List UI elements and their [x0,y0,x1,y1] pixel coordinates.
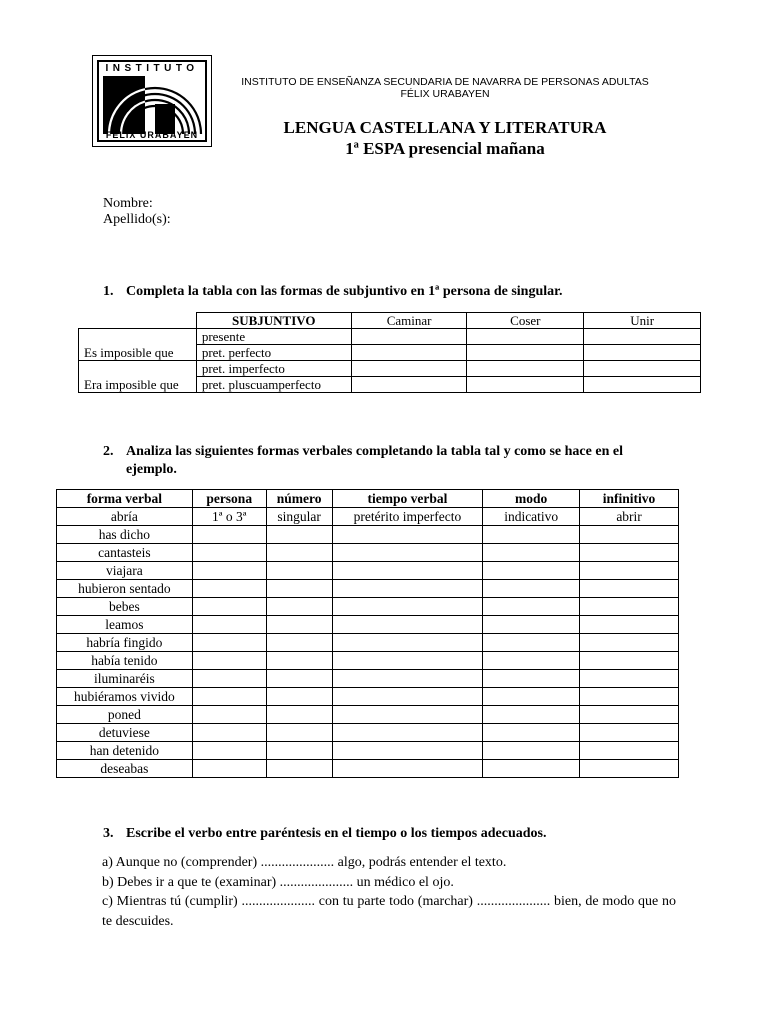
answer-cell[interactable] [332,706,483,724]
table-row [79,329,701,345]
tense-label: pret. pluscuamperfecto [196,377,351,393]
answer-cell[interactable] [580,526,679,544]
answer-cell[interactable] [580,724,679,742]
answer-cell[interactable] [192,742,266,760]
answer-cell[interactable] [266,562,332,580]
verb-form-cell: han detenido [57,742,193,760]
table-row [57,562,679,580]
answer-cell[interactable] [192,580,266,598]
table-row [57,760,679,778]
answer-cell[interactable] [483,724,580,742]
table-row [57,526,679,544]
answer-cell[interactable] [584,377,701,393]
table-row [57,580,679,598]
institute-name-line1: INSTITUTO DE ENSEÑANZA SECUNDARIA DE NAVARRA DE PERSONAS ADULTAS [241,76,649,88]
institute-name-line2: FÉLIX URABAYEN [400,88,490,100]
answer-cell[interactable] [483,526,580,544]
answer-cell[interactable] [332,598,483,616]
answer-cell[interactable] [467,345,584,361]
table-row [57,652,679,670]
answer-cell[interactable] [266,616,332,634]
answer-cell[interactable] [192,688,266,706]
answer-cell[interactable] [266,580,332,598]
answer-cell[interactable] [192,670,266,688]
answer-cell[interactable] [332,670,483,688]
answer-cell[interactable] [351,361,467,377]
answer-cell[interactable] [483,562,580,580]
example-cell: abrir [580,508,679,526]
verb-form-cell: detuviese [57,724,193,742]
question-1 [103,283,563,301]
example-cell: 1ª o 3ª [192,508,266,526]
page-subtitle: 1ª ESPA presencial mañana [345,139,545,158]
question-2-text-line1: Analiza las siguientes formas verbales completando la tabla tal y como se hace en el [126,444,623,459]
answer-cell[interactable] [483,742,580,760]
answer-cell[interactable] [332,724,483,742]
column-header: Caminar [351,313,467,329]
answer-cell[interactable] [580,598,679,616]
column-header: modo [483,490,580,508]
answer-cell[interactable] [192,616,266,634]
table-row [79,313,701,329]
page-title: LENGUA CASTELLANA Y LITERATURA [283,118,607,137]
answer-cell[interactable] [266,742,332,760]
answer-cell[interactable] [483,616,580,634]
question-3-number: 3. [103,826,114,841]
exercise-item-c: c) Mientras tú (cumplir) ..................... con tu parte todo (marchar) ..................... bien, de modo que no te descuides. [102,894,676,929]
answer-cell[interactable] [483,598,580,616]
answer-cell[interactable] [332,652,483,670]
answer-cell[interactable] [332,760,483,778]
logo-bottom-text: FÉLIX URABAYEN [105,130,199,140]
verb-form-cell: iluminaréis [57,670,193,688]
answer-cell[interactable] [580,580,679,598]
verb-form-cell: poned [57,706,193,724]
question-3-text: Escribe el verbo entre paréntesis en el tiempo o los tiempos adecuados. [126,826,547,841]
answer-cell[interactable] [483,544,580,562]
table-header-row [57,490,679,508]
verb-form-cell: bebes [57,598,193,616]
example-cell: pretérito imperfecto [332,508,483,526]
answer-cell[interactable] [266,724,332,742]
answer-cell[interactable] [584,329,701,345]
example-cell: singular [266,508,332,526]
table-row [57,616,679,634]
answer-cell[interactable] [580,706,679,724]
answer-cell[interactable] [192,526,266,544]
table-row [79,361,701,377]
answer-cell[interactable] [483,760,580,778]
answer-cell[interactable] [483,580,580,598]
answer-cell[interactable] [266,634,332,652]
column-header: Coser [467,313,584,329]
column-header: infinitivo [580,490,679,508]
answer-cell[interactable] [192,544,266,562]
answer-cell[interactable] [580,688,679,706]
verb-analysis-table [56,489,679,778]
verb-form-cell: hubieron sentado [57,580,193,598]
table-row [57,688,679,706]
institute-logo [92,55,212,147]
column-header: número [266,490,332,508]
answer-cell[interactable] [192,706,266,724]
question-1-text: Completa la tabla con las formas de subjuntivo en 1ª persona de singular. [126,284,563,299]
answer-cell[interactable] [266,652,332,670]
answer-cell[interactable] [351,329,467,345]
verb-form-cell: has dicho [57,526,193,544]
answer-cell[interactable] [266,706,332,724]
verb-form-cell: habría fingido [57,634,193,652]
answer-cell[interactable] [332,544,483,562]
surname-field-label: Apellido(s): [103,212,171,227]
answer-cell[interactable] [192,634,266,652]
logo-top-text: INSTITUTO [105,63,199,74]
exercise-item-b: b) Debes ir a que te (examinar) ..................... un médico el ojo. [102,874,454,890]
answer-cell[interactable] [483,652,580,670]
answer-cell[interactable] [266,544,332,562]
answer-cell[interactable] [584,345,701,361]
verb-form-cell: viajara [57,562,193,580]
answer-cell[interactable] [580,670,679,688]
answer-cell[interactable] [580,760,679,778]
empty-cell [79,313,197,329]
answer-cell[interactable] [580,544,679,562]
answer-cell[interactable] [192,760,266,778]
table-row [57,670,679,688]
verb-form-cell: deseabas [57,760,193,778]
column-header: tiempo verbal [332,490,483,508]
answer-cell[interactable] [192,598,266,616]
answer-cell[interactable] [580,634,679,652]
answer-cell[interactable] [192,724,266,742]
answer-cell[interactable] [266,598,332,616]
answer-cell[interactable] [266,688,332,706]
table-row [57,634,679,652]
answer-cell[interactable] [266,760,332,778]
example-row [57,508,679,526]
answer-cell[interactable] [266,670,332,688]
answer-cell[interactable] [580,616,679,634]
answer-cell[interactable] [483,688,580,706]
answer-cell[interactable] [483,670,580,688]
column-header: forma verbal [57,490,193,508]
question-2-text-line2: ejemplo. [126,462,177,477]
answer-cell[interactable] [332,688,483,706]
answer-cell[interactable] [483,634,580,652]
answer-cell[interactable] [332,526,483,544]
column-header: Unir [584,313,701,329]
name-field-label: Nombre: [103,196,153,211]
table-row [57,598,679,616]
example-cell: abría [57,508,193,526]
answer-cell[interactable] [584,361,701,377]
logo-arch-icon [101,74,207,136]
column-header: SUBJUNTIVO [196,313,351,329]
group-label: Es imposible que [79,329,197,361]
answer-cell[interactable] [467,329,584,345]
answer-cell[interactable] [332,634,483,652]
answer-cell[interactable] [332,562,483,580]
answer-cell[interactable] [580,652,679,670]
answer-cell[interactable] [351,345,467,361]
answer-cell[interactable] [580,742,679,760]
tense-label: pret. imperfecto [196,361,351,377]
answer-cell[interactable] [483,706,580,724]
answer-cell[interactable] [467,361,584,377]
verb-form-cell: había tenido [57,652,193,670]
answer-cell[interactable] [580,562,679,580]
group-label: Era imposible que [79,361,197,393]
answer-cell[interactable] [351,377,467,393]
answer-cell[interactable] [192,652,266,670]
answer-cell[interactable] [332,742,483,760]
exercise-3-items [102,853,676,931]
verb-form-cell: cantasteis [57,544,193,562]
verb-form-cell: hubiéramos vivido [57,688,193,706]
exercise-item-a: a) Aunque no (comprender) ..................... algo, podrás entender el texto. [102,855,507,870]
answer-cell[interactable] [266,526,332,544]
answer-cell[interactable] [332,616,483,634]
verb-form-cell: leamos [57,616,193,634]
question-1-number: 1. [103,284,114,299]
example-cell: indicativo [483,508,580,526]
question-2-number: 2. [103,444,114,459]
tense-label: pret. perfecto [196,345,351,361]
answer-cell[interactable] [467,377,584,393]
question-3 [103,825,546,843]
subjunctive-table [78,312,701,393]
table-row [57,742,679,760]
answer-cell[interactable] [192,562,266,580]
column-header: persona [192,490,266,508]
answer-cell[interactable] [332,580,483,598]
table-row [57,544,679,562]
question-2 [103,443,683,479]
table-row [57,706,679,724]
table-row [57,724,679,742]
tense-label: presente [196,329,351,345]
